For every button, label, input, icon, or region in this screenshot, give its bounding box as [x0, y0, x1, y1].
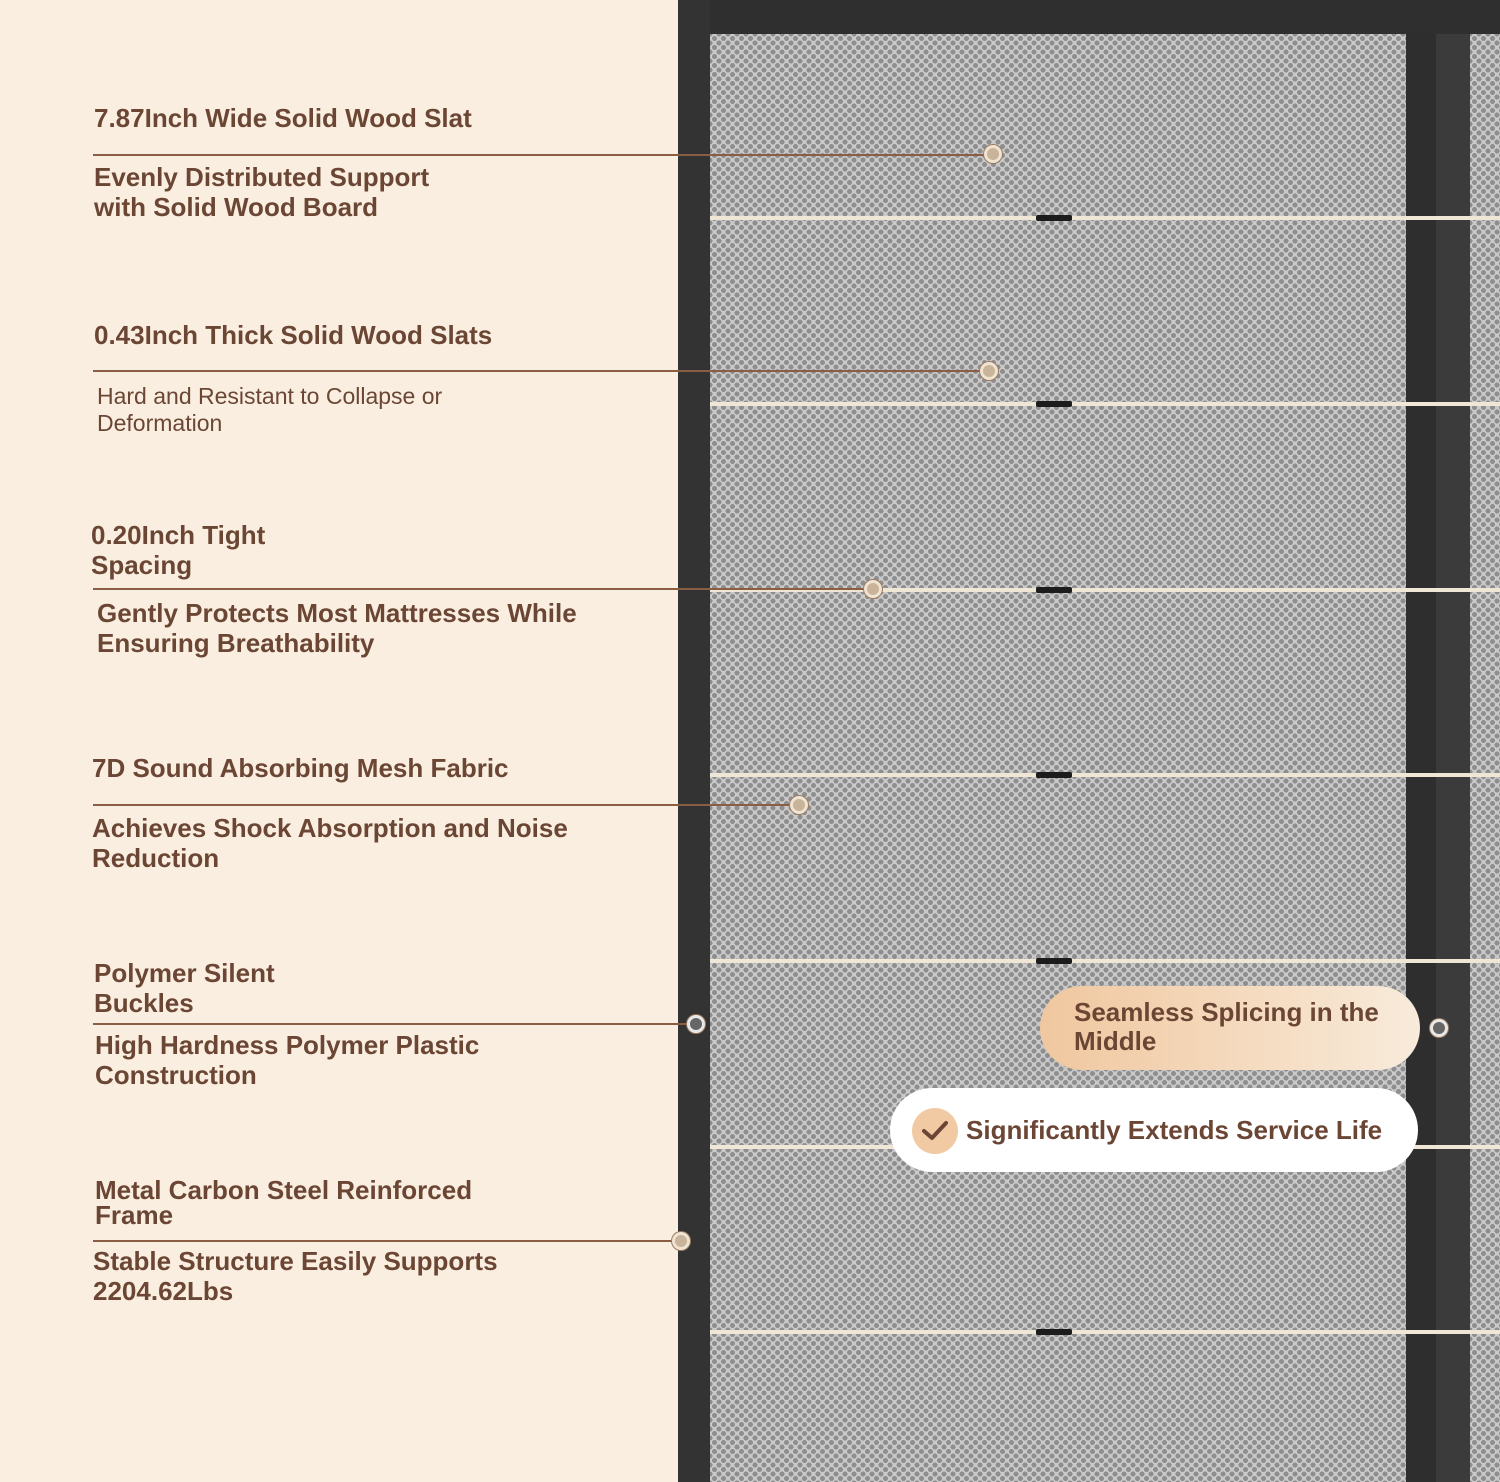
feature-description: High Hardness Polymer Plastic Construction: [95, 1030, 480, 1090]
callout-line: [93, 370, 989, 372]
slat-seam: [710, 216, 1500, 220]
feature-title: 0.20Inch Tight Spacing: [91, 520, 266, 580]
callout-dot: [864, 580, 882, 598]
callout-line: [93, 154, 993, 156]
bed-frame-image: [678, 0, 1500, 1482]
callout-line: [93, 804, 799, 806]
silent-buckle: [1036, 772, 1072, 778]
slat-seam: [710, 959, 1500, 963]
feature-title: 0.43Inch Thick Solid Wood Slats: [94, 320, 493, 350]
callout-line: [93, 1023, 696, 1025]
silent-buckle: [1036, 1329, 1072, 1335]
feature-description: Gently Protects Most Mattresses While Ensuring Breathability: [97, 598, 577, 658]
service-life-badge: [890, 1088, 1418, 1172]
silent-buckle: [1036, 401, 1072, 407]
callout-dot: [1430, 1019, 1448, 1037]
callout-line: [93, 1240, 681, 1242]
feature-title: Polymer Silent Buckles: [94, 958, 275, 1018]
callout-line: [93, 588, 873, 590]
callout-dot: [790, 796, 808, 814]
frame-left-rail: [678, 0, 710, 1482]
slat-seam: [710, 402, 1500, 406]
callout-dot: [984, 145, 1002, 163]
feature-description: Evenly Distributed Support with Solid Wood Board: [94, 162, 430, 222]
slat-seam: [710, 1330, 1500, 1334]
slat-seam: [710, 773, 1500, 777]
top-rail: [678, 0, 1500, 34]
mesh-fabric-panel-right: [1470, 34, 1500, 1482]
mesh-fabric-panel: [710, 34, 1406, 1482]
silent-buckle: [1036, 958, 1072, 964]
callout-dot: [687, 1015, 705, 1033]
feature-description: Stable Structure Easily Supports 2204.62Lbs: [93, 1246, 498, 1306]
feature-description: Hard and Resistant to Collapse or Deformation: [97, 383, 443, 436]
feature-title: Metal Carbon Steel Reinforced Frame: [95, 1175, 473, 1230]
silent-buckle: [1036, 587, 1072, 593]
feature-title: 7.87Inch Wide Solid Wood Slat: [94, 103, 472, 133]
check-icon: [912, 1108, 958, 1154]
callout-dot: [672, 1232, 690, 1250]
badge-label: Seamless Splicing in the Middle: [1074, 997, 1379, 1056]
feature-description: Achieves Shock Absorption and Noise Reduction: [92, 813, 568, 873]
badge-label: Significantly Extends Service Life: [966, 1115, 1383, 1145]
feature-title: 7D Sound Absorbing Mesh Fabric: [92, 753, 509, 783]
center-post: [1406, 34, 1436, 1482]
seamless-splicing-badge: [1040, 986, 1420, 1070]
silent-buckle: [1036, 215, 1072, 221]
callout-dot: [980, 362, 998, 380]
center-post-right: [1438, 34, 1470, 1482]
